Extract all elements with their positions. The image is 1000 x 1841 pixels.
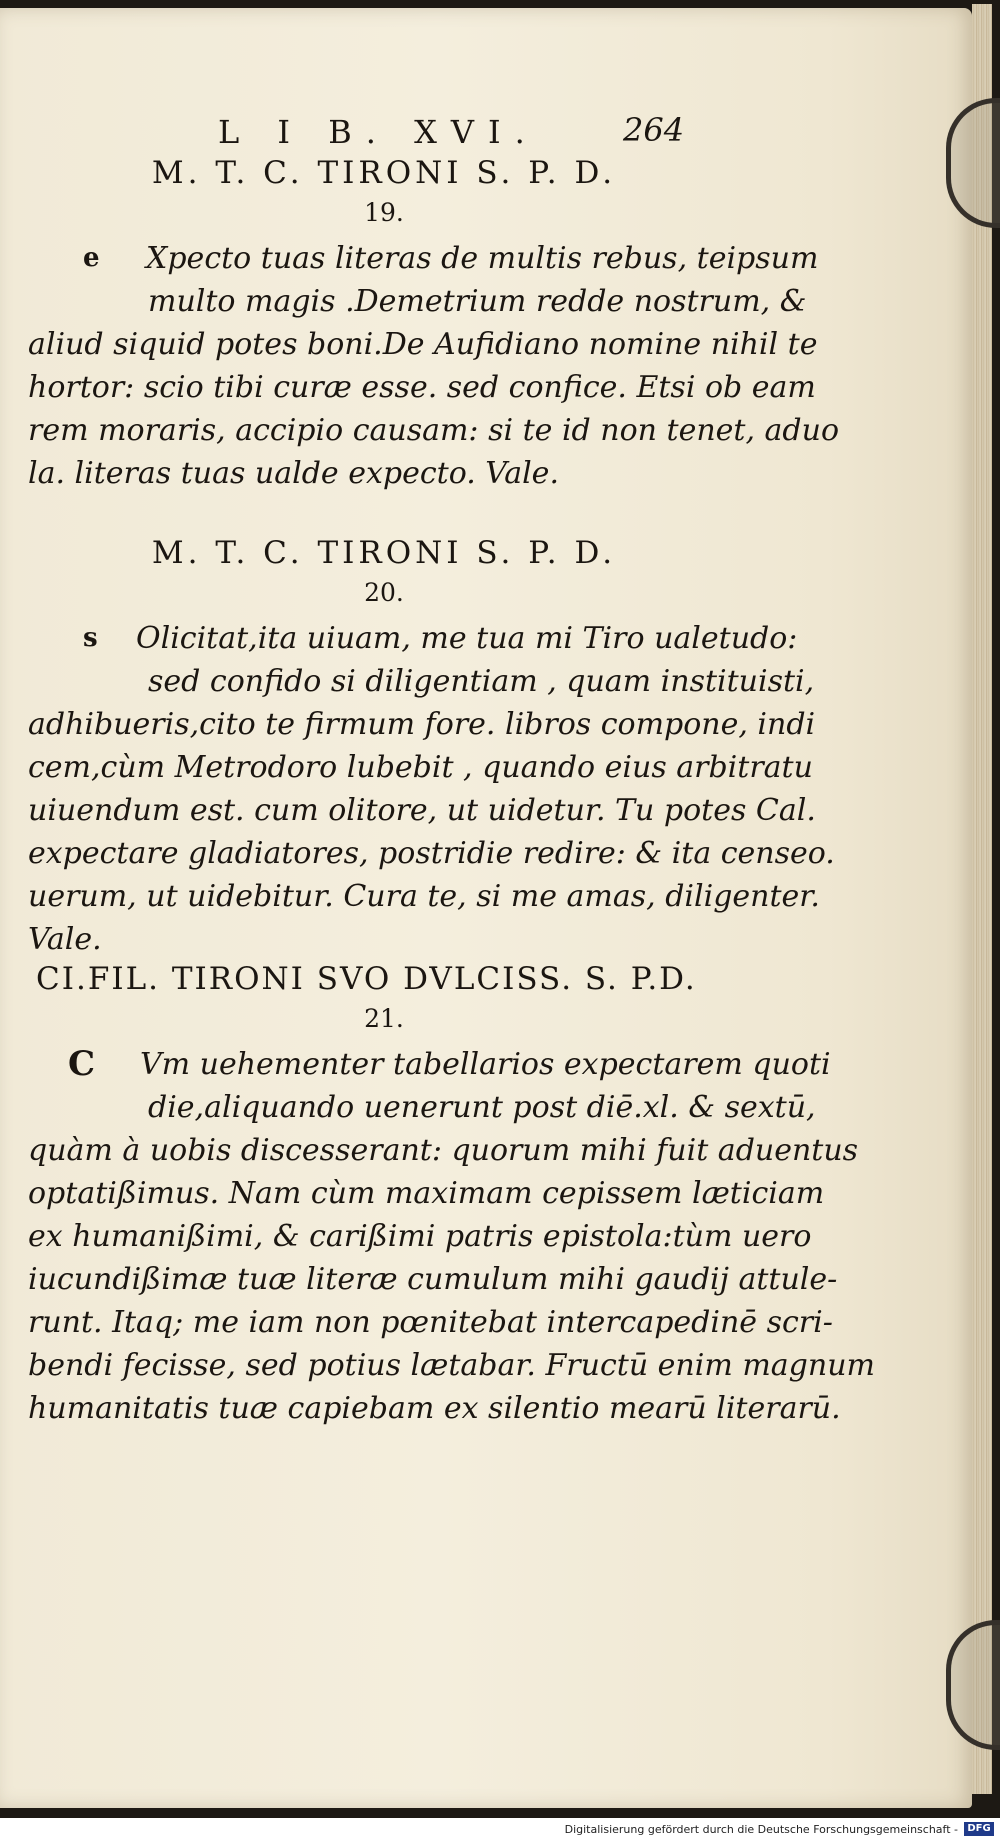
page-number: 264 (623, 111, 685, 149)
text-line: runt. Itaq; me iam non pœnitebat intercapedinē scri- (28, 1305, 833, 1340)
text-line: uiuendum est. cum olitore, ut uidetur. Tu potes Cal. (28, 793, 816, 828)
letter-number: 20. (364, 578, 404, 607)
letter-body (28, 617, 835, 961)
text-line: adhibueris,cito te firmum fore. libros compone, indi (28, 707, 816, 742)
letter-body (28, 237, 840, 495)
text-line: Vm uehementer tabellarios expectarem quoti (140, 1047, 831, 1082)
running-head-book: L I B. XVI. (218, 113, 539, 151)
text-line: Olicitat,ita uiuam, me tua mi Tiro ualetudo: (136, 621, 798, 656)
text-line: iucundißimæ tuæ literæ cumulum mihi gaudij attule- (28, 1262, 838, 1297)
letter-number: 19. (364, 198, 404, 227)
text-line: humanitatis tuæ capiebam ex silentio mearū literarū. (28, 1391, 841, 1426)
letter-heading: M. T. C. TIRONI S. P. D. (151, 155, 617, 191)
page-edge-stack (972, 4, 992, 1794)
funding-credit: Digitalisierung gefördert durch die Deutsche Forschungsgemeinschaft - (564, 1823, 958, 1836)
text-line: bendi fecisse, sed potius lætabar. Fructū enim magnum (28, 1348, 875, 1383)
book-page (0, 8, 972, 1808)
text-block (28, 103, 875, 1430)
footer-bar (0, 1818, 1000, 1841)
letter-20 (28, 535, 835, 961)
letter-body (28, 1043, 875, 1430)
guide-letter: s (83, 623, 98, 653)
text-line: la. literas tuas ualde expecto. Vale. (28, 456, 559, 491)
text-line: expectare gladiatores, postridie redire: & ita censeo. (28, 836, 835, 871)
letter-21 (28, 961, 875, 1430)
letter-number: 21. (364, 1004, 404, 1033)
text-line: cem,cùm Metrodoro lubebit , quando eius arbitratu (28, 750, 813, 785)
text-line: multo magis .Demetrium redde nostrum, & (148, 284, 807, 319)
letter-19 (28, 155, 840, 495)
text-line: aliud siquid potes boni.De Aufidiano nomine nihil te (28, 327, 818, 362)
dfg-logo-icon: DFG (964, 1822, 994, 1836)
running-head (28, 103, 740, 155)
text-line: rem moraris, accipio causam: si te id non tenet, aduo (28, 413, 840, 448)
guide-letter: e (83, 243, 100, 273)
text-line: Vale. (28, 922, 102, 957)
text-line: Xpecto tuas literas de multis rebus, teipsum (146, 241, 819, 276)
text-line: sed confido si diligentiam , quam instituisti, (148, 664, 815, 699)
letter-heading: CI.FIL. TIRONI SVO DVLCISS. S. P.D. (36, 961, 697, 997)
letter-heading: M. T. C. TIRONI S. P. D. (151, 535, 617, 571)
text-line: uerum, ut uidebitur. Cura te, si me amas, diligenter. (28, 879, 820, 914)
text-line: quàm à uobis discesserant: quorum mihi fuit aduentus (28, 1133, 859, 1168)
text-line: die,aliquando uenerunt post diē.xl. & sextū, (148, 1090, 816, 1125)
guide-letter: C (68, 1044, 96, 1084)
text-line: optatißimus. Nam cùm maximam cepissem læticiam (28, 1176, 825, 1211)
text-line: hortor: scio tibi curæ esse. sed confice. Etsi ob eam (28, 370, 816, 405)
text-line: ex humanißimi, & carißimi patris epistola:tùm uero (28, 1219, 812, 1254)
